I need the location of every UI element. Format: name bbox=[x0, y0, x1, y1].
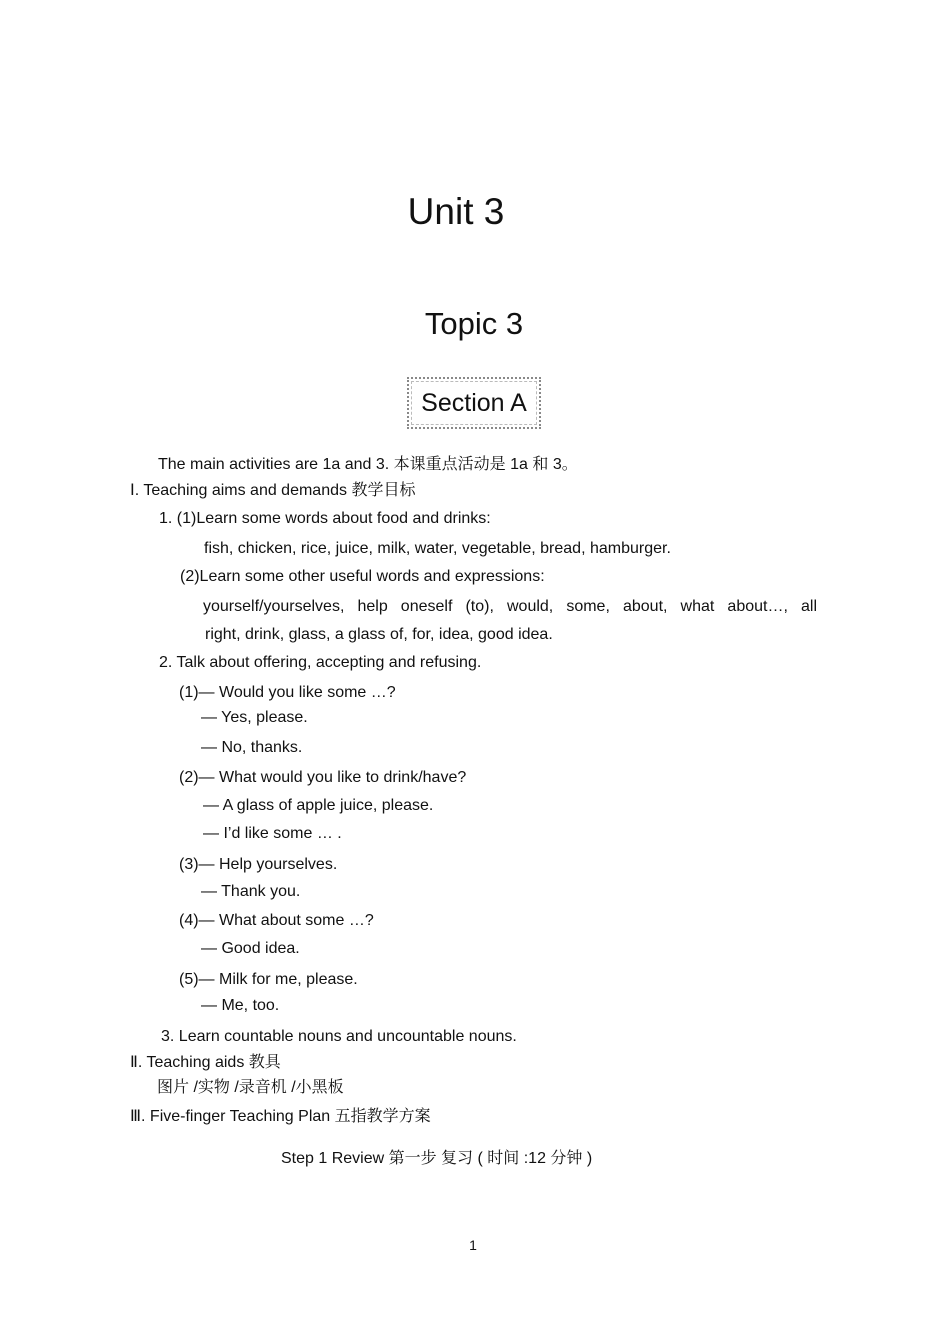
dialogue-2-answer-1: — A glass of apple juice, please. bbox=[203, 797, 434, 814]
aim-3: 3. Learn countable nouns and uncountable nouns. bbox=[161, 1028, 517, 1045]
intro-line: The main activities are 1a and 3. 本课重点活动是 1a 和 3。 bbox=[158, 456, 578, 473]
part2-content: 图片 /实物 /录音机 /小黑板 bbox=[157, 1079, 344, 1096]
step1-heading: Step 1 Review 第一步 复习 ( 时间 :12 分钟 ) bbox=[281, 1150, 593, 1167]
aim-1-1: 1. (1)Learn some words about food and drinks: bbox=[159, 510, 491, 527]
dialogue-3-answer-1: — Thank you. bbox=[201, 883, 301, 900]
aim-1-2-words-line2: right, drink, glass, a glass of, for, idea, good idea. bbox=[205, 626, 553, 643]
word: help bbox=[357, 598, 388, 615]
dialogue-2-question: (2)— What would you like to drink/have? bbox=[179, 769, 467, 786]
word: (to), bbox=[465, 598, 494, 615]
dialogue-2-answer-2: — I’d like some … . bbox=[203, 825, 342, 842]
dialogue-1-answer-1: — Yes, please. bbox=[201, 709, 308, 726]
part1-heading: Ⅰ. Teaching aims and demands 教学目标 bbox=[130, 482, 416, 499]
aim-1-2: (2)Learn some other useful words and expressions: bbox=[180, 568, 545, 585]
aim-2: 2. Talk about offering, accepting and refusing. bbox=[159, 654, 482, 671]
word: all bbox=[800, 598, 817, 615]
dialogue-4-question: (4)— What about some …? bbox=[179, 912, 374, 929]
word: would, bbox=[507, 598, 554, 615]
dialogue-1-answer-2: — No, thanks. bbox=[201, 739, 303, 756]
part3-heading: Ⅲ. Five-finger Teaching Plan 五指教学方案 bbox=[130, 1108, 431, 1125]
unit-title: Unit 3 bbox=[407, 191, 505, 232]
word: oneself bbox=[400, 598, 453, 615]
dialogue-1-question: (1)— Would you like some …? bbox=[179, 684, 396, 701]
word: some, bbox=[566, 598, 610, 615]
dialogue-3-question: (3)— Help yourselves. bbox=[179, 856, 338, 873]
section-title: Section A bbox=[421, 389, 527, 417]
page-number: 1 bbox=[469, 1237, 477, 1253]
word: about, bbox=[622, 598, 668, 615]
word: yourself/yourselves, bbox=[203, 598, 345, 615]
dialogue-4-answer-1: — Good idea. bbox=[201, 940, 300, 957]
word: about…, bbox=[727, 598, 788, 615]
part2-heading: Ⅱ. Teaching aids 教具 bbox=[130, 1054, 281, 1071]
dialogue-5-answer-1: — Me, too. bbox=[201, 997, 280, 1014]
section-title-box bbox=[407, 377, 541, 429]
aim-1-2-words-line1 bbox=[203, 597, 817, 617]
aim-1-1-words: fish, chicken, rice, juice, milk, water, vegetable, bread, hamburger. bbox=[204, 540, 671, 557]
word: what bbox=[680, 598, 715, 615]
topic-title: Topic 3 bbox=[424, 306, 524, 341]
dialogue-5-question: (5)— Milk for me, please. bbox=[179, 971, 358, 988]
